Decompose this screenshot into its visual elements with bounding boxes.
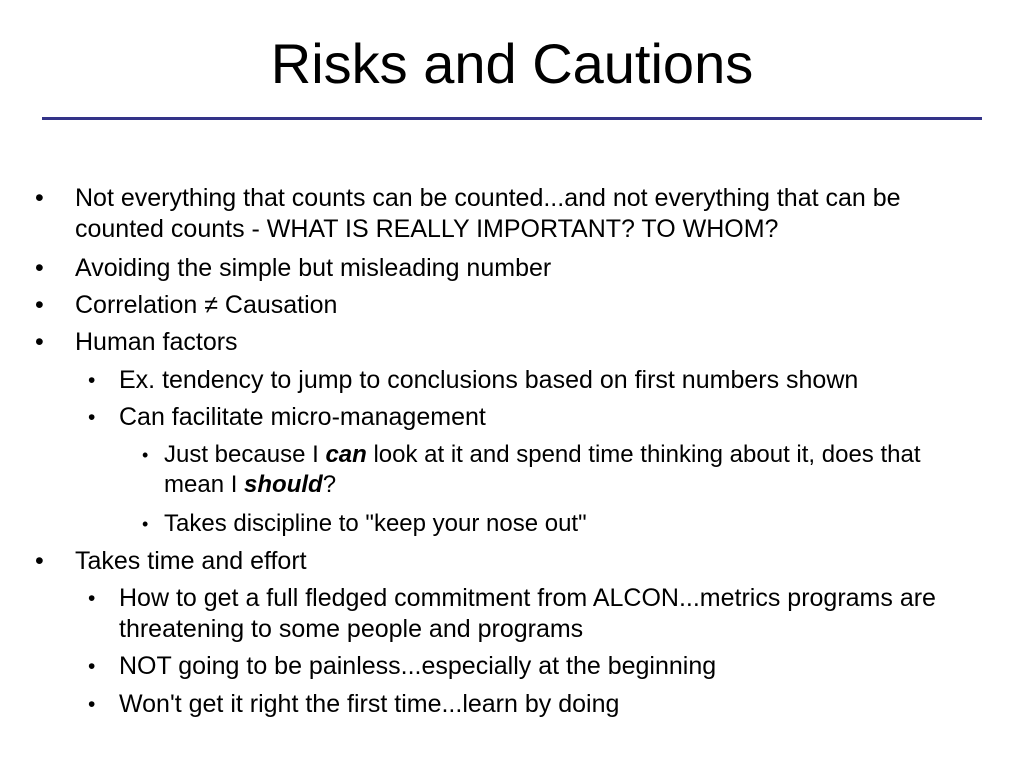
bullet-marker: • <box>35 291 44 319</box>
sub-bullet-text: Ex. tendency to jump to conclusions based on first numbers shown <box>119 366 859 394</box>
sub-bullet-marker: • <box>88 369 96 392</box>
bullet-marker: • <box>35 547 44 575</box>
sub-sub-bullet-marker: • <box>142 514 149 534</box>
bullet-marker: • <box>35 254 44 282</box>
text-part: look at it and spend time thinking about it, does that mean I <box>164 441 921 498</box>
sub-bullet-text: Won't get it right the first time...learn by doing <box>119 690 620 718</box>
bullet-text: Human factors <box>75 328 238 356</box>
slide-title: Risks and Cautions <box>270 32 754 95</box>
sub-bullet-marker: • <box>88 655 96 678</box>
sub-bullet-marker: • <box>88 587 96 610</box>
bullet-text: Not everything that counts can be counted...and not everything that can be counted counts - WHAT IS REALLY IMPORTANT? TO WHOM? <box>75 184 901 243</box>
sub-bullet-text: How to get a full fledged commitment from ALCON...metrics programs are threatening to some people and programs <box>119 584 936 643</box>
sub-bullet-text: Can facilitate micro-management <box>119 403 486 431</box>
sub-bullet-marker: • <box>88 693 96 716</box>
text-part: Just because I <box>164 441 326 468</box>
sub-bullet-text: NOT going to be painless...especially at the beginning <box>119 652 717 680</box>
bullet-marker: • <box>35 328 44 356</box>
sub-sub-bullet-text: Takes discipline to "keep your nose out" <box>164 510 587 537</box>
sub-sub-bullet-text <box>164 440 964 500</box>
title-divider <box>42 117 982 120</box>
sub-sub-bullet-marker: • <box>142 445 149 465</box>
text-part: ? <box>322 471 337 498</box>
sub-bullet-marker: • <box>88 406 96 429</box>
emphasis-should: should <box>244 471 323 498</box>
bullet-marker: • <box>35 184 44 212</box>
bullet-text: Takes time and effort <box>75 547 307 575</box>
bullet-text: Avoiding the simple but misleading number <box>75 254 552 282</box>
bullet-text: Correlation ≠ Causation <box>75 291 338 319</box>
emphasis-can: can <box>325 441 367 468</box>
